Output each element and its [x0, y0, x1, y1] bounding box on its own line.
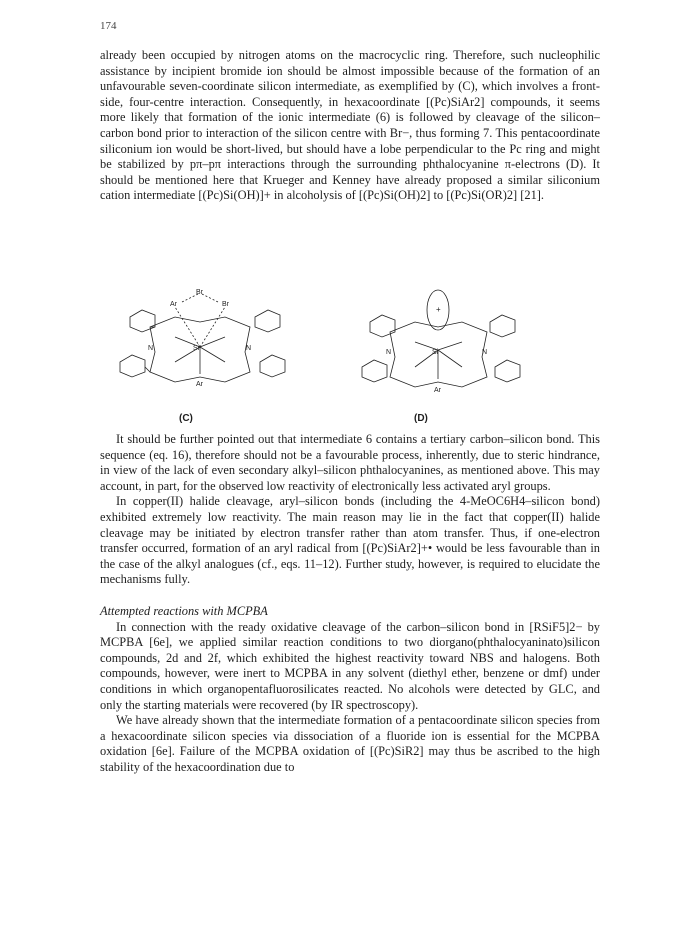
plus-charge: +	[436, 305, 441, 314]
page-number: 174	[100, 20, 117, 32]
paragraph-5: We have already shown that the intermediate formation of a pentacoordinate silicon species from a hexacoordinate silicon species via dissociation of a fluoride ion is essential for the MCPBA oxidation [6e]. Failure of the MCPBA oxidation of [(Pc)SiR2] may thus be ascribed to the high stability of the hexacoordination due to	[100, 713, 600, 774]
structure-c-diagram	[100, 282, 300, 402]
si-atom: Si	[193, 345, 200, 352]
n-right-d: N	[482, 349, 488, 356]
figure-c-label: (C)	[179, 413, 193, 424]
ar-bottom-d: Ar	[434, 387, 441, 394]
n-left: N	[148, 345, 154, 352]
br-right: Br	[222, 301, 229, 308]
si-atom-d: Si	[432, 349, 439, 356]
ar-top: Ar	[170, 301, 177, 308]
br-top: Br	[196, 289, 203, 296]
section-heading: Attempted reactions with MCPBA	[100, 603, 268, 618]
paragraph-4: In connection with the ready oxidative cleavage of the carbon–silicon bond in [RSiF5]2− by MCPBA [6e], we applied similar reaction conditions to two diorgano(phthalocyaninato)silicon compounds, 2d and 2f, which exhibited the highest reactivity toward NBS and halogens. Both compounds, however, were inert to MCPBA in any solvent (diethyl ether, benzene or dmf) under conditions in which organopentafluorosilicates reacted. No alcohols were detected by GLC, and only the starting materials were recovered (by IR spectroscopy).	[100, 619, 600, 712]
n-left-d: N	[386, 349, 392, 356]
body-text-lower	[100, 432, 600, 775]
ar-bottom: Ar	[196, 381, 203, 388]
figure-d-label: (D)	[414, 413, 428, 424]
paragraph-continued	[100, 48, 600, 204]
n-right: N	[246, 345, 252, 352]
paragraph-1: already been occupied by nitrogen atoms on the macrocyclic ring. Therefore, such nucleophilic assistance by incipient bromide ion should be almost impossible because of the formation of an unfavourable seven-coordinate silicon intermediate, as exemplified by (C), which involves a front-side, four-centre interaction. Consequently, in hexacoordinate [(Pc)SiAr2] compounds, it seems more likely that formation of the ionic intermediate (6) is followed by cleavage of the silicon–carbon bond prior to interaction of the silicon centre with Br−, thus forming 7. This pentacoordinate siliconium ion would be short-lived, but should have a lobe perpendicular to the Pc ring and might be stabilized by pπ–pπ interactions through the surrounding phthalocyanine π-electrons (D). It should be mentioned here that Krueger and Kenney have already proposed a similar siliconium cation intermediate [(Pc)Si(OH)]+ in alcoholysis of [(Pc)Si(OH)2] to [(Pc)Si(OR)2] [21].	[100, 48, 600, 203]
figure-row	[100, 282, 600, 432]
paragraph-3: In copper(II) halide cleavage, aryl–silicon bonds (including the 4-MeOC6H4–silicon bond) exhibited extremely low reactivity. The main reason may lie in the fact that copper(II) halide cleavage may be initiated by electron transfer rather than atom transfer. Thus, if one-electron transfer occurred, formation of an aryl radical from [(Pc)SiAr2]+• would be less favourable than in the case of the alkyl analogues (cf., eqs. 11–12). Further study, however, is required to elucidate the mechanisms fully.	[100, 494, 600, 587]
structure-d-diagram	[350, 282, 530, 402]
paragraph-2: It should be further pointed out that intermediate 6 contains a tertiary carbon–silicon bond. This sequence (eq. 16), therefore should not be a favourable process, inherently, due to steric hindrance, in view of the lack of even secondary alkyl–silicon phthalocyanines, as mentioned above. This may account, in part, for the observed low reactivity of electronically less activated aryl groups.	[100, 432, 600, 493]
